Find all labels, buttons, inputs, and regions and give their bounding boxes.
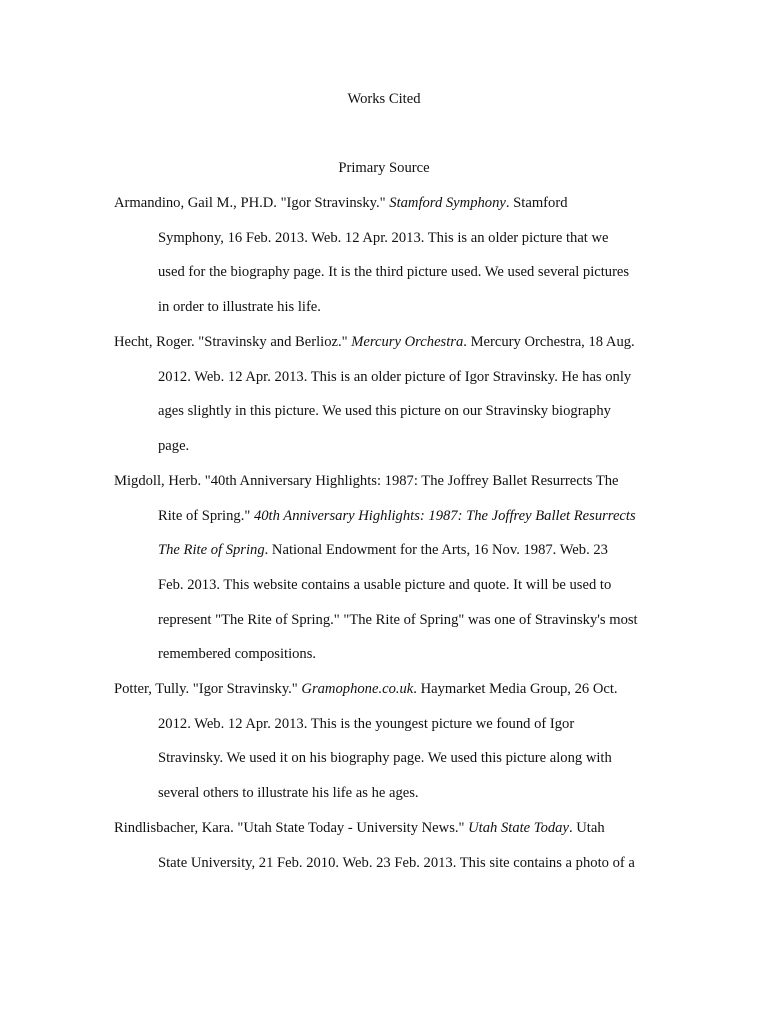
citation-source-title: Mercury Orchestra	[351, 334, 464, 350]
page-title: Works Cited	[347, 91, 421, 107]
citation-entry	[114, 193, 674, 332]
section-heading: Primary Source	[338, 160, 430, 176]
citation-entry	[114, 679, 674, 818]
citation-text: 2012. Web. 12 Apr. 2013. This is an older picture of Igor Stravinsky. He has only	[158, 368, 632, 385]
citation-text: Stravinsky. We used it on his biography page. We used this picture along with	[158, 750, 612, 767]
citation-text: Potter, Tully. "Igor Stravinsky."	[114, 681, 302, 697]
citation-line	[114, 506, 674, 541]
citation-entry	[114, 332, 674, 471]
citation-line	[114, 818, 674, 853]
citation-entry	[114, 818, 674, 887]
citation-line	[114, 714, 674, 749]
citation-text: Rite of Spring."	[158, 507, 254, 524]
citation-line	[114, 575, 674, 610]
citation-line	[114, 679, 674, 714]
citation-text: 2012. Web. 12 Apr. 2013. This is the youngest picture we found of Igor	[158, 715, 575, 732]
citation-text: Armandino, Gail M., PH.D. "Igor Stravinsky."	[114, 195, 390, 211]
citation-text: . Mercury Orchestra, 18 Aug.	[463, 334, 635, 350]
citation-source-title: 40th Anniversary Highlights: 1987: The Joffrey Ballet Resurrects	[253, 507, 636, 524]
citation-line	[114, 644, 674, 679]
citation-source-title: The Rite of Spring	[158, 542, 265, 559]
citation-text: . Utah	[568, 820, 605, 836]
citation-text: Hecht, Roger. "Stravinsky and Berlioz."	[114, 334, 352, 350]
citation-entry	[114, 471, 674, 679]
citation-line	[114, 262, 674, 297]
citation-line	[114, 332, 674, 367]
citation-text: page.	[158, 438, 190, 455]
citation-text: used for the biography page. It is the third picture used. We used several pictures	[158, 264, 630, 281]
citation-line	[114, 367, 674, 402]
citation-text: Rindlisbacher, Kara. "Utah State Today - University News."	[114, 820, 469, 836]
citation-text: several others to illustrate his life as he ages.	[158, 785, 419, 802]
citation-line	[114, 748, 674, 783]
citation-text: remembered compositions.	[158, 646, 317, 663]
citation-text: State University, 21 Feb. 2010. Web. 23 Feb. 2013. This site contains a photo of a	[158, 854, 635, 871]
citation-source-title: Gramophone.co.uk	[301, 681, 414, 697]
citation-line	[114, 610, 674, 645]
citation-text: . National Endowment for the Arts, 16 Nov. 1987. Web. 23	[264, 542, 608, 559]
citation-line	[114, 228, 674, 263]
citation-line	[114, 436, 674, 471]
citation-text: in order to illustrate his life.	[158, 299, 321, 316]
citation-text: Symphony, 16 Feb. 2013. Web. 12 Apr. 2013. This is an older picture that we	[158, 229, 609, 246]
citation-text: ages slightly in this picture. We used this picture on our Stravinsky biography	[158, 403, 611, 420]
citation-text: Feb. 2013. This website contains a usable picture and quote. It will be used to	[158, 577, 612, 594]
citation-text: represent "The Rite of Spring." "The Rite of Spring" was one of Stravinsky's most	[158, 611, 638, 628]
citation-text: . Stamford	[505, 195, 568, 211]
citation-line	[114, 193, 674, 228]
citation-source-title: Stamford Symphony	[389, 195, 506, 211]
citation-text: . Haymarket Media Group, 26 Oct.	[413, 681, 618, 697]
citation-source-title: Utah State Today	[468, 820, 569, 836]
citation-line	[114, 401, 674, 436]
citation-line	[114, 297, 674, 332]
citation-line	[114, 853, 674, 888]
citation-line	[114, 540, 674, 575]
citation-line	[114, 471, 674, 506]
citation-line	[114, 783, 674, 818]
citation-text: Migdoll, Herb. "40th Anniversary Highlights: 1987: The Joffrey Ballet Resurrects The	[114, 473, 619, 489]
